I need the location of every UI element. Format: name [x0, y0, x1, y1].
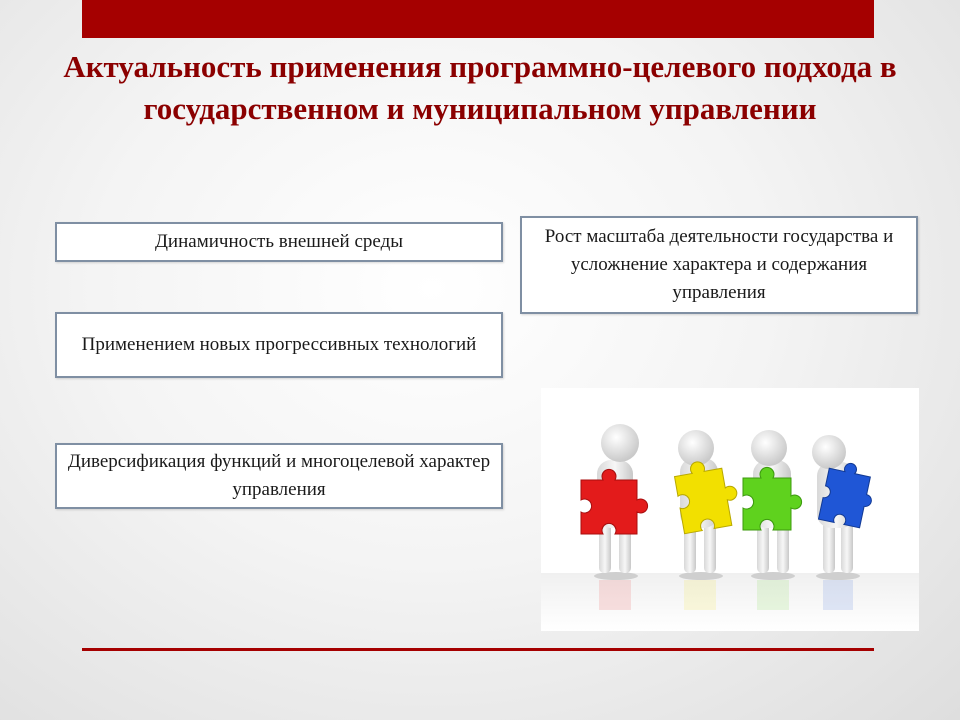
- factor-text: Рост масштаба деятельности государства и усложнение характера и содержания управления: [544, 226, 894, 303]
- factor-box-dynamic-environment: [55, 222, 503, 262]
- bottom-accent-line: [82, 648, 874, 651]
- figure-yellow-piece: [673, 430, 743, 580]
- people-with-puzzle-pieces-icon: [541, 388, 919, 631]
- factor-box-growth-of-scale: [520, 216, 918, 314]
- figure-red-piece: [581, 424, 648, 580]
- slide-title: Актуальность применения программно-целевого подхода в государственном и муниципальном управлении: [63, 49, 897, 126]
- top-accent-bar: [82, 0, 874, 38]
- factor-text: Применением новых прогрессивных технологий: [81, 334, 477, 355]
- figure-green-piece: [743, 430, 802, 580]
- factor-box-diversification: [55, 443, 503, 509]
- figure-blue-piece: [812, 435, 878, 580]
- factor-text: Диверсификация функций и многоцелевой характер управления: [67, 451, 491, 500]
- factor-text: Динамичность внешней среды: [154, 231, 404, 252]
- factor-box-new-technologies: [55, 312, 503, 378]
